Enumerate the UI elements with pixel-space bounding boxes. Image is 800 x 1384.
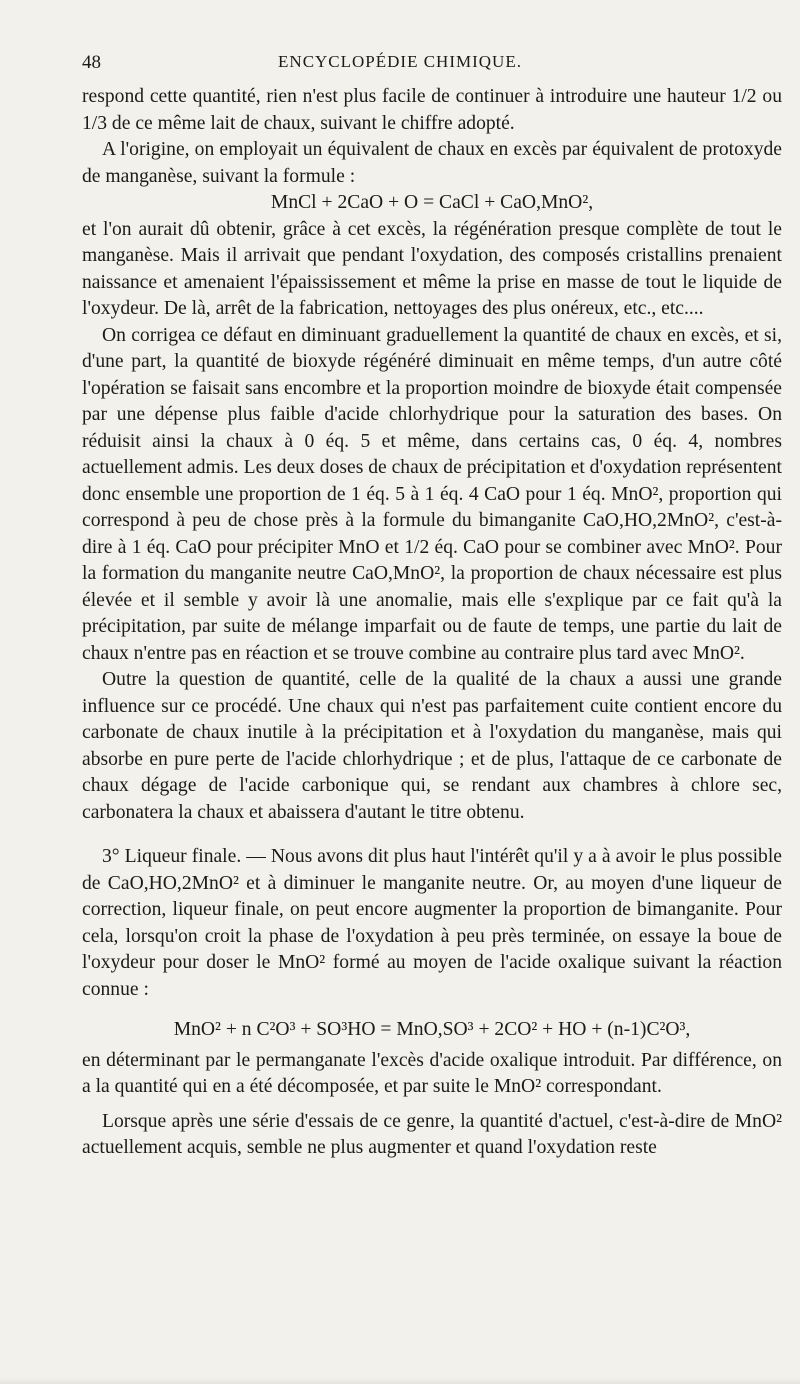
paragraph: respond cette quantité, rien n'est plus facile de continuer à introduire une hauteur 1/2 ou 1/3 de ce même lait de chaux, suivant le chiffre adopté. [82,86,782,134]
paragraph-spacer [82,1101,782,1109]
paragraph: A l'origine, on employait un équivalent de chaux en excès par équivalent de protoxyde de manganèse, suivant la formule : [82,139,782,187]
body-text [82,84,782,1162]
chemical-formula: MnO² + n C²O³ + SO³HO = MnO,SO³ + 2CO² + HO + (n-1)C²O³, [173,1019,691,1040]
paragraph: et l'on aurait dû obtenir, grâce à cet excès, la régénération presque complète de tout le manganèse. Mais il arrivait que pendant l'oxydation, des composés cristallins prenaient naissance et amenaient l'épaississement et même la prise en masse de tout le liquide de l'oxydeur. De là, arrêt de la fabrication, nettoyages des plus onéreux, etc., etc.... [82,218,782,319]
page-edge-shadow [0,1378,800,1384]
page-number: 48 [82,52,101,73]
running-title: ENCYCLOPÉDIE CHIMIQUE. [278,52,522,71]
section-paragraph: 3° Liqueur finale. — Nous avons dit plus haut l'intérêt qu'il y a à avoir le plus possible de CaO,HO,2MnO² et à diminuer le manganite neutre. Or, au moyen d'une liqueur de correction, liqueur finale, on peut encore augmenter la proportion de bimanganite. Pour cela, lorsqu'on croit la phase de l'oxydation à peu près terminée, on essaye la boue de l'oxydeur pour doser le MnO² formé au moyen de l'acide oxalique suivant la réaction connue : [82,846,782,1000]
paragraph: en déterminant par le permanganate l'excès d'acide oxalique introduit. Par différence, on a la quantité qui en a été décomposée, et par suite le MnO² correspondant. [82,1049,782,1097]
chemical-formula: MnCl + 2CaO + O = CaCl + CaO,MnO², [270,192,594,213]
paragraph: On corrigea ce défaut en diminuant graduellement la quantité de chaux en excès, et si, d'une part, la quantité de bioxyde régénéré diminuait en même temps, d'un autre côté l'opération se faisait sans encombre et la proportion moindre de bioxyde était compensée par une dépense plus faible d'acide chlorhydrique pour la saturation des bases. On réduisit ainsi la chaux à 0 éq. 5 et même, dans certains cas, 0 éq. 4, nombres actuellement admis. Les deux doses de chaux de précipitation et d'oxydation représentent donc ensemble une proportion de 1 éq. 5 à 1 éq. 4 CaO pour 1 éq. MnO², proportion qui correspond à peu de chose près à la formule du bimanganite CaO,HO,2MnO², c'est-à-dire à 1 éq. CaO pour précipiter MnO et 1/2 éq. CaO pour se combiner avec MnO². Pour la formation du manganite neutre CaO,MnO², la proportion de chaux nécessaire est plus élevée et il semble y avoir là une anomalie, mais elle s'explique par ce fait qu'à la précipitation, par suite de mélange imparfait ou de faute de temps, une partie du lait de chaux n'entre pas en réaction et se trouve combine au contraire plus tard avec MnO². [82,324,782,664]
paragraph: Lorsque après une série d'essais de ce genre, la quantité d'actuel, c'est-à-dire de MnO² actuellement acquis, semble ne plus augmenter et quand l'oxydation reste [82,1110,782,1158]
running-head [0,52,800,76]
paragraph: Outre la question de quantité, celle de la qualité de la chaux a aussi une grande influence sur ce procédé. Une chaux qui n'est pas parfaitement cuite contient encore du carbonate de chaux inutile à la précipitation et à l'oxydation du manganèse, mais qui absorbe en pure perte de l'acide chlorhydrique ; et de plus, l'attaque de ce carbonate de chaux dégage de l'acide carbonique qui, se rendant aux chambres à chlore sec, carbonatera la chaux et abaissera d'autant le titre obtenu. [82,669,782,823]
section-spacer [82,826,782,844]
